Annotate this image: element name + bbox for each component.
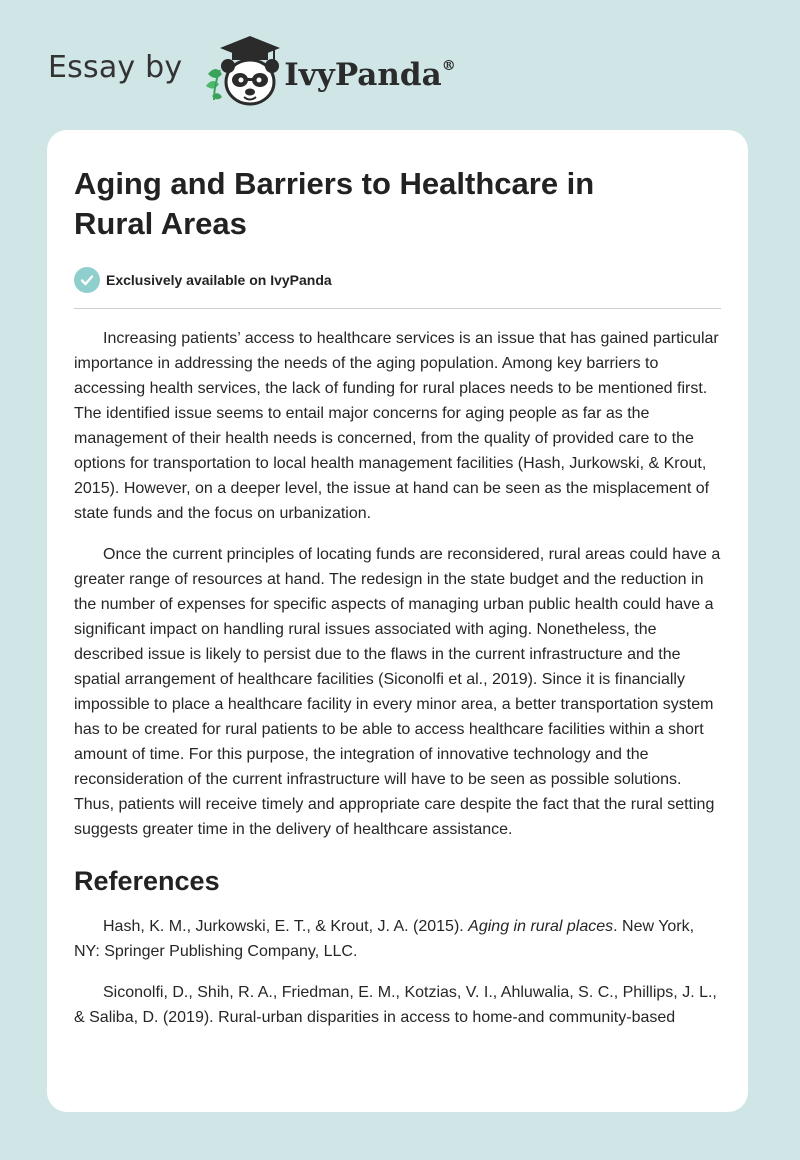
exclusive-label: Exclusively available on IvyPanda [106, 272, 332, 288]
references-heading: References [74, 866, 220, 896]
essay-by-label: Essay by [48, 49, 183, 85]
registered-mark: ® [441, 57, 456, 74]
ivypanda-logo-icon[interactable] [194, 34, 286, 110]
page-title: Aging and Barriers to Healthcare in Rural Areas [74, 166, 595, 241]
references-list [74, 914, 721, 1030]
reference-item: Siconolfi, D., Shih, R. A., Friedman, E. M., Kotzias, V. I., Ahluwalia, S. C., Phillips, J. L., & Saliba, D. (2019). Rural-urban disparities in access to home-and community-based [74, 984, 717, 1026]
site-header [48, 34, 528, 110]
divider [74, 308, 721, 309]
essay-card [47, 130, 748, 1112]
checkmark-icon [74, 267, 100, 293]
paragraph: Once the current principles of locating funds are reconsidered, rural areas could have a greater range of resources at hand. The redesign in the state budget and the reduction in the number of expenses for specific aspects of managing urban public health could have a significant impact on handling rural issues associated with aging. Nonetheless, the described issue is likely to persist due to the flaws in the current infrastructure and the spatial arrangement of healthcare facilities (Siconolfi et al., 2019). Since it is financially impossible to place a healthcare facility in every minor area, a better transportation system has to be created for rural patients to be able to access healthcare facilities within a short amount of time. For this purpose, the integration of innovative technology and the reconsideration of the current infrastructure will have to be seen as possible solutions. Thus, patients will receive timely and appropriate care despite the fact that the rural setting suggests greater time in the delivery of healthcare assistance. [74, 546, 721, 838]
brand-name[interactable]: IvyPanda® [284, 57, 456, 93]
reference-item: Hash, K. M., Jurkowski, E. T., & Krout, J. A. (2015). Aging in rural places. New York, NY: Springer Publishing Company, LLC. [74, 918, 695, 960]
essay-body [74, 326, 721, 842]
exclusive-badge [74, 266, 721, 294]
paragraph: Increasing patients’ access to healthcare services is an issue that has gained particular importance in addressing the needs of the aging population. Among key barriers to accessing health services, the lack of funding for rural places needs to be mentioned first. The identified issue seems to entail major concerns for aging people as far as the management of their health needs is concerned, from the quality of provided care to the options for transportation to local health management facilities (Hash, Jurkowski, & Krout, 2015). However, on a deeper level, the issue at hand can be seen as the misplacement of state funds and the focus on urbanization. [74, 330, 719, 522]
